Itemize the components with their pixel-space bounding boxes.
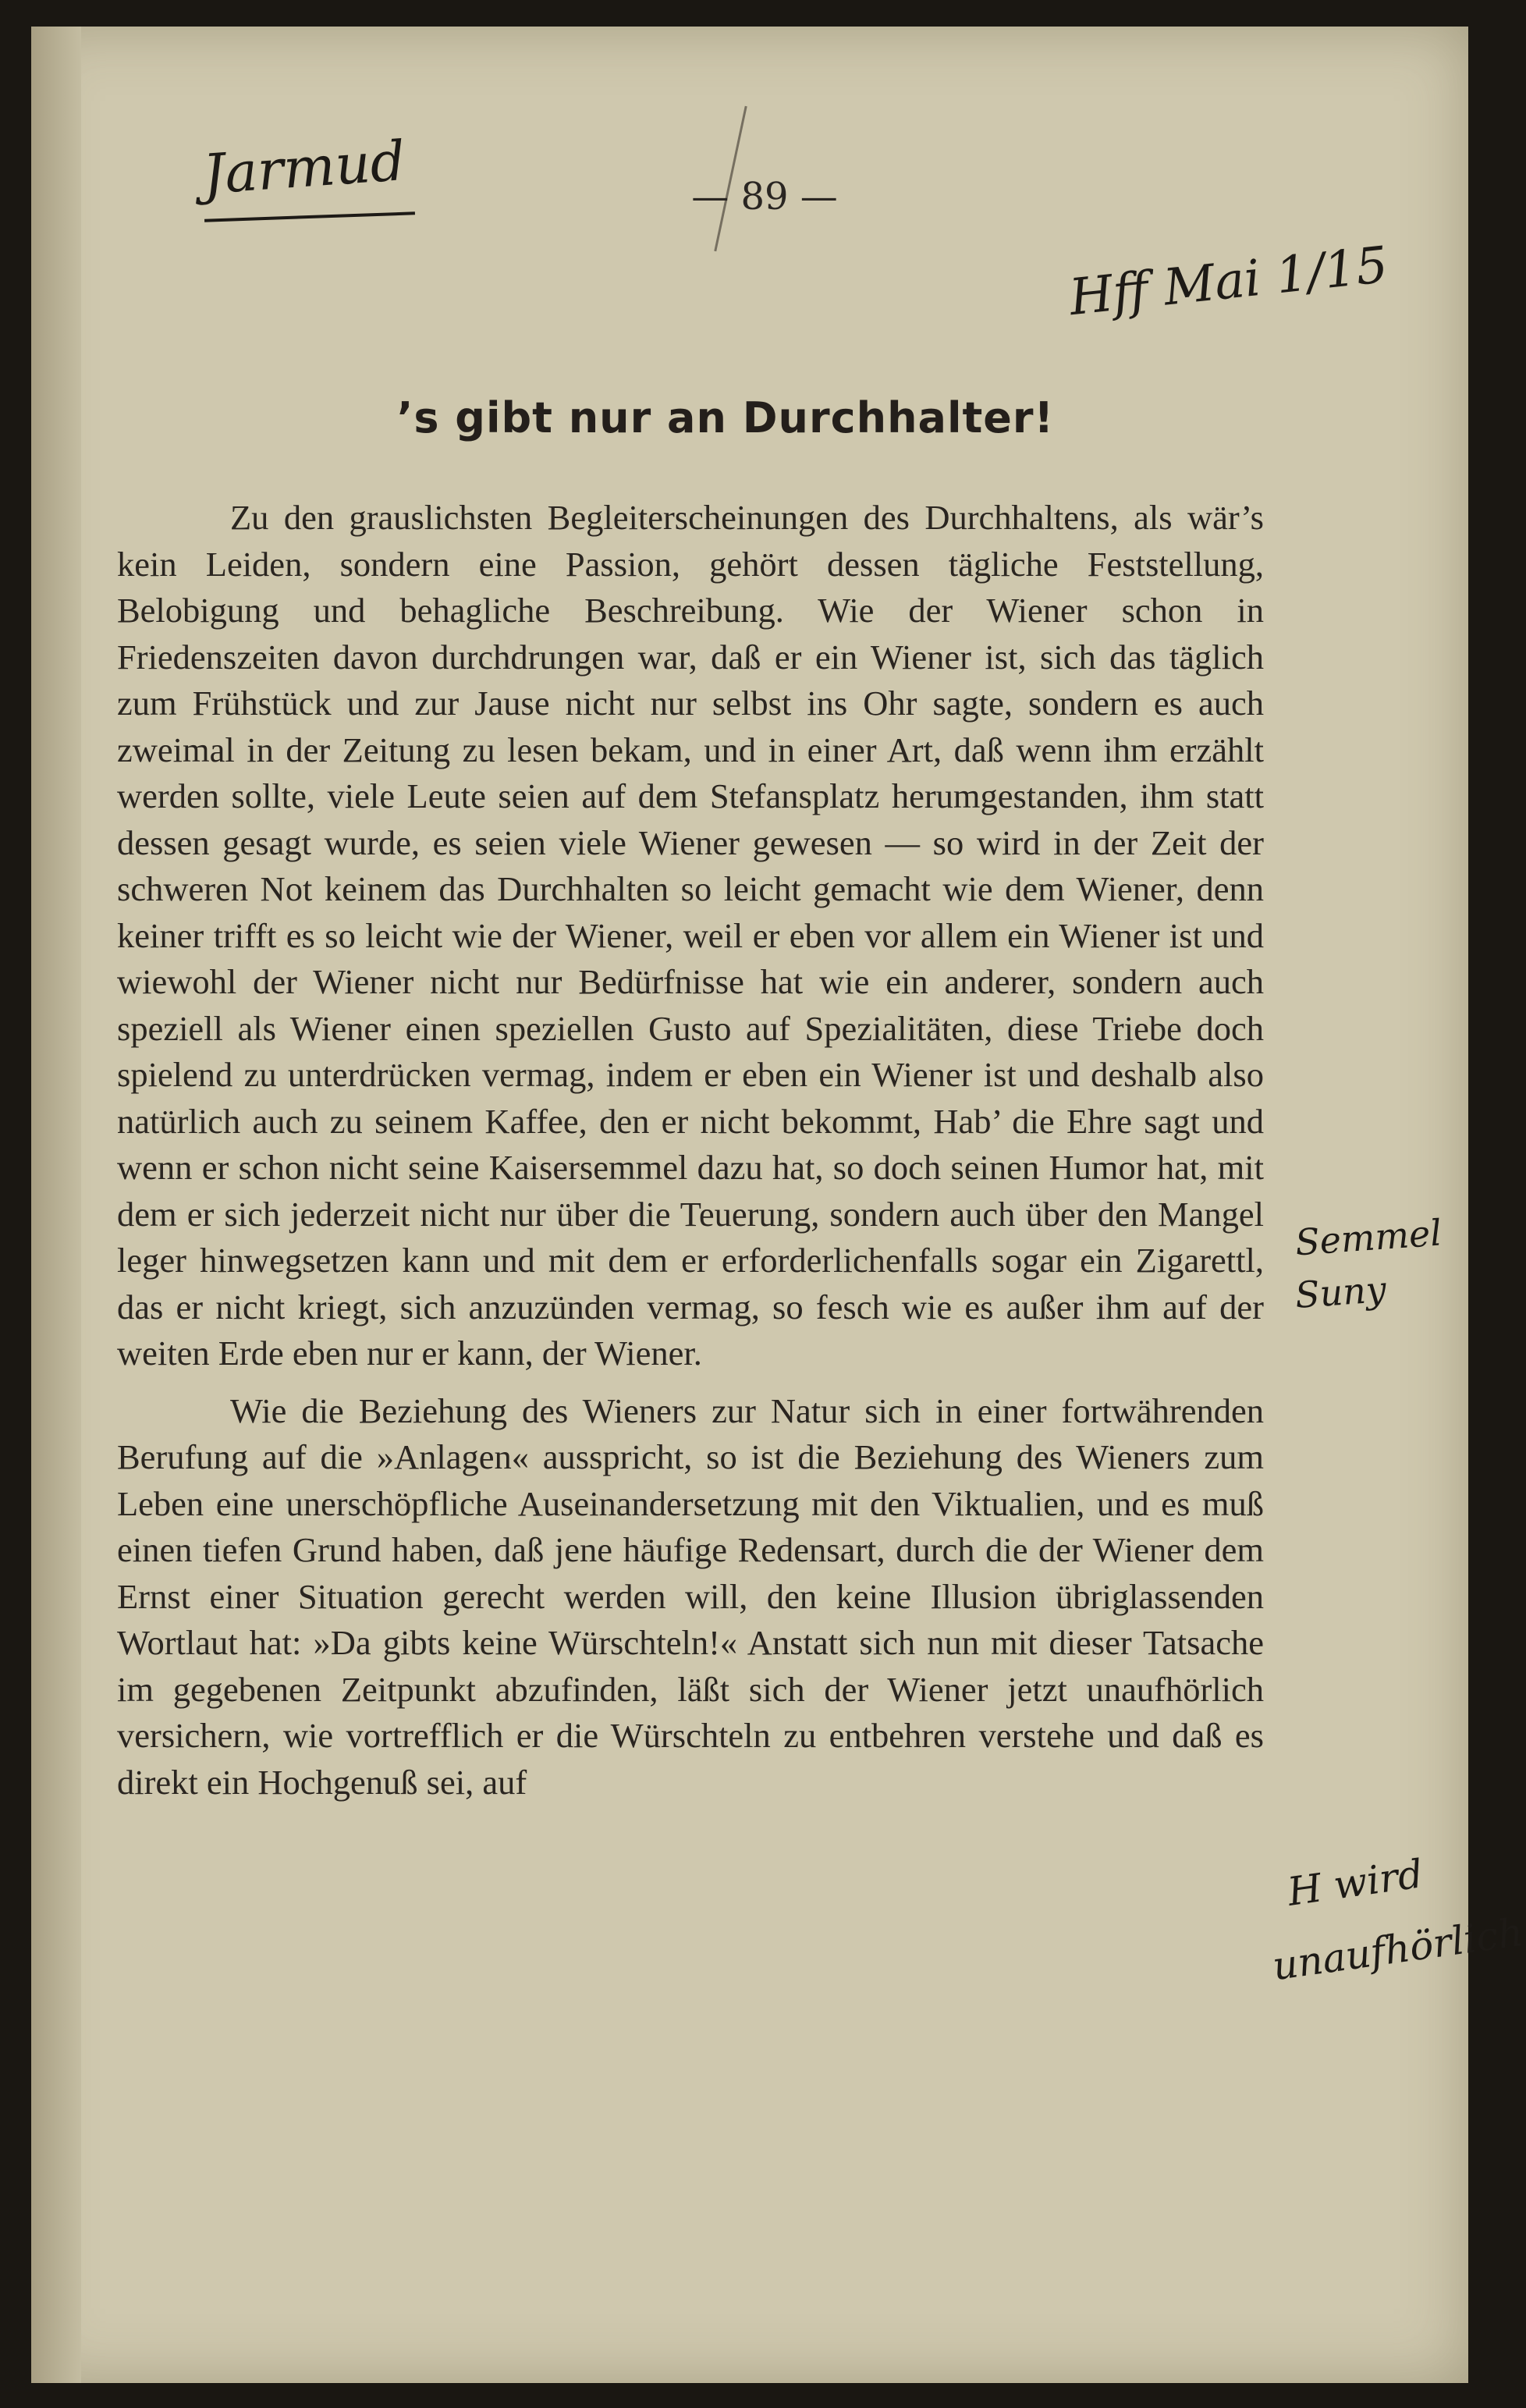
page-binding-edge [31, 27, 81, 2383]
document-page [31, 27, 1526, 2383]
handwritten-margin-note-4: unaufhörlich [1269, 1909, 1526, 1990]
page-title: ’s gibt nur an Durchhalter! [396, 393, 1055, 442]
page-number: — 89 — [691, 175, 838, 218]
handwritten-margin-note-3: H wird [1284, 1851, 1426, 1915]
handwritten-note-top-left: Jarmud [201, 129, 408, 207]
handwritten-underline [204, 211, 415, 222]
paragraph-1: Zu den grauslichsten Begleiterscheinungen des Durchhaltens, als wär’s kein Leiden, sondern eine Passion, gehört dessen tägliche Feststellung, Belobigung und behagliche Beschreibung. Wie der Wiener schon in Friedenszeiten davon durchdrungen war, daß er ein Wiener ist, sich das täglich zum Frühstück und zur Jause nicht nur selbst ins Ohr sagte, sondern es auch zweimal in der Zeitung zu lesen bekam, und in einer Art, daß wenn ihm erzählt werden sollte, viele Leute seien auf dem Stefansplatz herumgestanden, ihm statt dessen gesagt wurde, es seien viele Wiener gewesen — so wird in der Zeit der schweren Not keinem das Durchhalten so leicht gemacht wie dem Wiener, denn keiner trifft es so leicht wie der Wiener, weil er eben vor allem ein Wiener ist und wiewohl der Wiener nicht nur Bedürfnisse hat wie ein anderer, sondern auch speziell als Wiener einen speziellen Gusto auf Spezialitäten, diese Triebe doch spielend zu unterdrücken vermag, indem er eben ein Wiener ist und deshalb also natürlich auch zu seinem Kaffee, den er nicht bekommt, Hab’ die Ehre sagt und wenn er schon nicht seine Kaisersemmel dazu hat, so doch seinen Humor hat, mit dem er sich jederzeit nicht nur über die Teuerung, sondern auch über den Mangel leger hinwegsetzen kann und mit dem er erforderlichenfalls sogar ein Zigarettl, das er nicht kriegt, sich anzuzünden vermag, so fesch wie es außer ihm auf der weiten Erde eben nur er kann, der Wiener. [117, 498, 1264, 1373]
paragraph-2: Wie die Beziehung des Wieners zur Natur sich in einer fortwährenden Berufung auf die »Anlagen« ausspricht, so ist die Beziehung des Wieners zum Leben eine unerschöpfliche Auseinandersetzung mit den Viktualien, und es muß einen tiefen Grund haben, daß jene häufige Redensart, durch die der Wiener dem Ernst einer Situation gerecht werden will, den keine Illusion übriglassenden Wortlaut hat: »Da gibts keine Würschteln!« Anstatt sich nun mit dieser Tatsache im gegebenen Zeitpunkt abzufinden, läßt sich der Wiener jetzt unaufhörlich versichern, wie vortrefflich er die Würschteln zu entbehren verstehe und daß es direkt ein Hochgenuß sei, auf [117, 1390, 1264, 1802]
handwritten-margin-note-1: Semmel [1294, 1211, 1443, 1264]
handwritten-note-top-right: Hff Mai 1/15 [1066, 236, 1391, 328]
body-text [117, 495, 1264, 1806]
handwritten-margin-note-2: Suny [1294, 1267, 1388, 1317]
